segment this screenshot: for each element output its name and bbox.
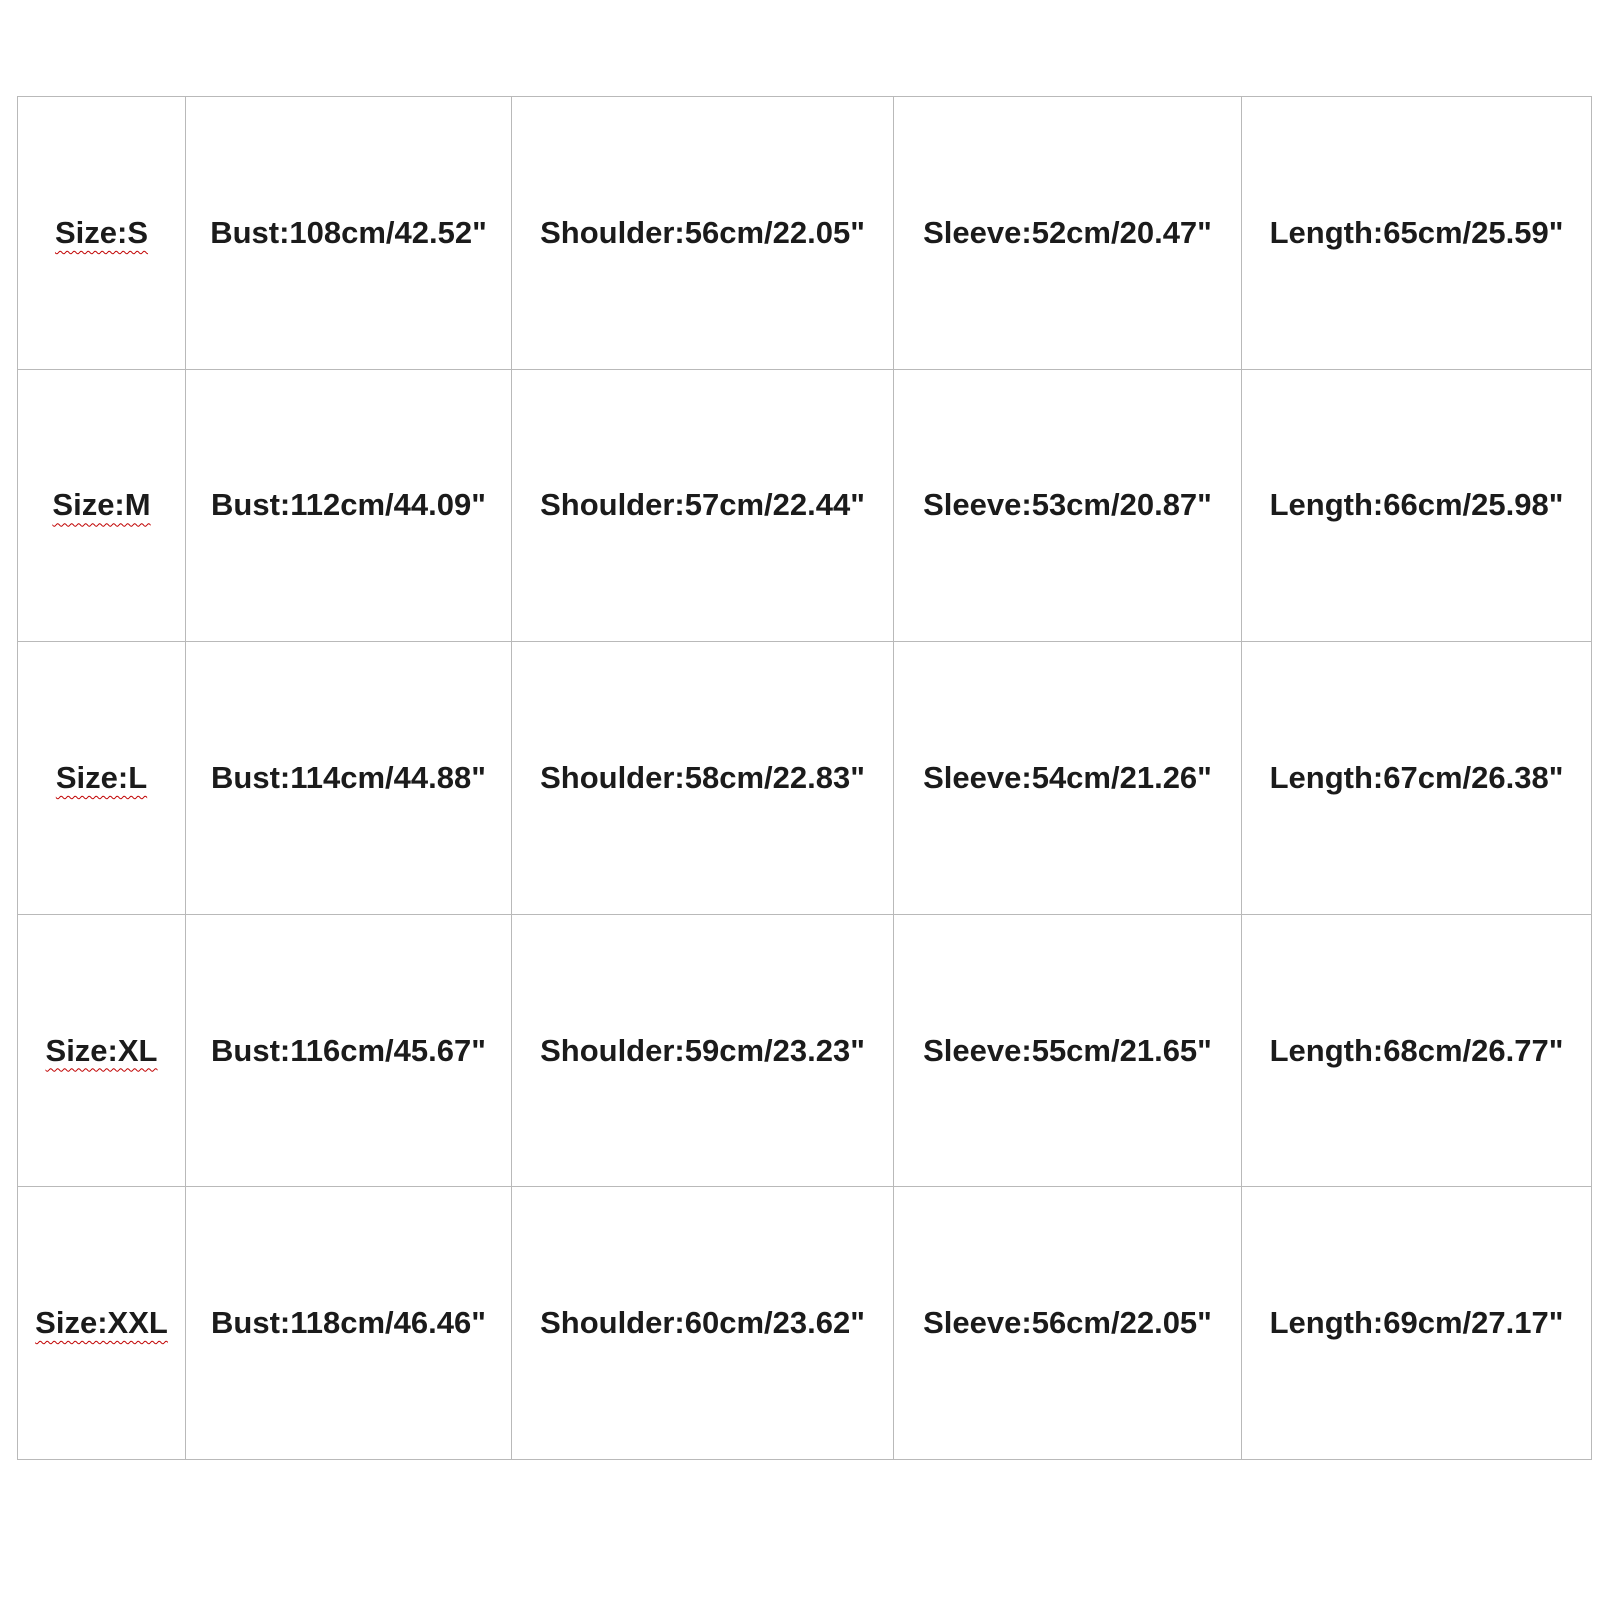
shoulder-cell: Shoulder:60cm/23.62" <box>512 1187 894 1460</box>
size-cell <box>18 97 186 370</box>
sleeve-cell: Sleeve:55cm/21.65" <box>894 914 1242 1187</box>
sleeve-cell: Sleeve:54cm/21.26" <box>894 642 1242 915</box>
bust-cell: Bust:112cm/44.09" <box>186 369 512 642</box>
table-row-size-xl <box>18 914 1592 1187</box>
size-label: Size:L <box>55 759 148 795</box>
sleeve-cell: Sleeve:52cm/20.47" <box>894 97 1242 370</box>
sleeve-cell: Sleeve:53cm/20.87" <box>894 369 1242 642</box>
sleeve-cell: Sleeve:56cm/22.05" <box>894 1187 1242 1460</box>
shoulder-cell: Shoulder:59cm/23.23" <box>512 914 894 1187</box>
length-cell: Length:69cm/27.17" <box>1242 1187 1592 1460</box>
length-cell: Length:66cm/25.98" <box>1242 369 1592 642</box>
size-label: Size:XXL <box>35 1305 168 1341</box>
size-cell <box>18 1187 186 1460</box>
table-row-size-m <box>18 369 1592 642</box>
length-cell: Length:65cm/25.59" <box>1242 97 1592 370</box>
size-cell <box>18 369 186 642</box>
size-chart-table <box>17 96 1592 1460</box>
shoulder-cell: Shoulder:56cm/22.05" <box>512 97 894 370</box>
size-label: Size:XL <box>45 1032 158 1068</box>
length-cell: Length:67cm/26.38" <box>1242 642 1592 915</box>
table-row-size-s <box>18 97 1592 370</box>
size-cell <box>18 914 186 1187</box>
bust-cell: Bust:116cm/45.67" <box>186 914 512 1187</box>
bust-cell: Bust:118cm/46.46" <box>186 1187 512 1460</box>
length-cell: Length:68cm/26.77" <box>1242 914 1592 1187</box>
size-label: Size:M <box>52 487 151 523</box>
table-row-size-xxl <box>18 1187 1592 1460</box>
shoulder-cell: Shoulder:58cm/22.83" <box>512 642 894 915</box>
shoulder-cell: Shoulder:57cm/22.44" <box>512 369 894 642</box>
size-label: Size:S <box>54 214 149 250</box>
table-row-size-l <box>18 642 1592 915</box>
bust-cell: Bust:114cm/44.88" <box>186 642 512 915</box>
bust-cell: Bust:108cm/42.52" <box>186 97 512 370</box>
size-cell <box>18 642 186 915</box>
